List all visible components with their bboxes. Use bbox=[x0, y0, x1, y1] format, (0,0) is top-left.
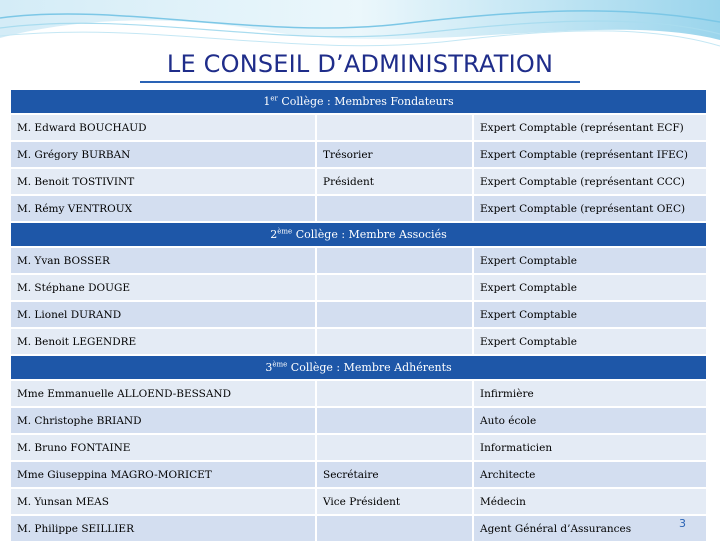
table-row bbox=[10, 407, 707, 434]
member-role-cell bbox=[316, 380, 473, 407]
member-profession-cell: Expert Comptable (représentant IFEC) bbox=[473, 141, 707, 168]
member-name-cell: M. Christophe BRIAND bbox=[10, 407, 316, 434]
member-profession-cell: Médecin bbox=[473, 488, 707, 515]
table-row bbox=[10, 114, 707, 141]
table-row bbox=[10, 274, 707, 301]
table-row bbox=[10, 434, 707, 461]
table-row bbox=[10, 168, 707, 195]
member-name-cell: M. Edward BOUCHAUD bbox=[10, 114, 316, 141]
member-profession-cell: Expert Comptable bbox=[473, 274, 707, 301]
section-header bbox=[10, 89, 707, 114]
table-row bbox=[10, 380, 707, 407]
member-role-cell bbox=[316, 515, 473, 542]
table-row bbox=[10, 488, 707, 515]
member-profession-cell: Expert Comptable (représentant OEC) bbox=[473, 195, 707, 222]
table-row bbox=[10, 328, 707, 355]
member-name-cell: M. Benoit LEGENDRE bbox=[10, 328, 316, 355]
table-row bbox=[10, 515, 707, 542]
section-number: 2 bbox=[270, 228, 278, 241]
member-name-cell: M. Yvan BOSSER bbox=[10, 247, 316, 274]
member-role-cell bbox=[316, 247, 473, 274]
section-title bbox=[10, 222, 707, 247]
board-table bbox=[9, 88, 708, 543]
member-role-cell: Secrétaire bbox=[316, 461, 473, 488]
page-number: 3 bbox=[679, 517, 686, 530]
section-ordinal-suffix: ème bbox=[277, 227, 293, 236]
member-role-cell bbox=[316, 114, 473, 141]
member-role-cell bbox=[316, 328, 473, 355]
section-label: Collège : Membres Fondateurs bbox=[277, 95, 454, 108]
member-name-cell: M. Philippe SEILLIER bbox=[10, 515, 316, 542]
member-profession-cell: Architecte bbox=[473, 461, 707, 488]
member-profession-cell: Expert Comptable bbox=[473, 328, 707, 355]
page-title: LE CONSEIL D’ADMINISTRATION bbox=[166, 50, 554, 78]
member-profession-cell: Expert Comptable (représentant CCC) bbox=[473, 168, 707, 195]
section-title bbox=[10, 89, 707, 114]
member-profession-cell: Expert Comptable bbox=[473, 247, 707, 274]
member-role-cell bbox=[316, 434, 473, 461]
section-label: Collège : Membre Adhérents bbox=[287, 361, 452, 374]
member-name-cell: M. Bruno FONTAINE bbox=[10, 434, 316, 461]
member-role-cell bbox=[316, 195, 473, 222]
member-name-cell: Mme Giuseppina MAGRO-MORICET bbox=[10, 461, 316, 488]
section-ordinal-suffix: ème bbox=[272, 360, 288, 369]
member-profession-cell: Expert Comptable (représentant ECF) bbox=[473, 114, 707, 141]
member-name-cell: M. Benoit TOSTIVINT bbox=[10, 168, 316, 195]
member-role-cell bbox=[316, 274, 473, 301]
table-row bbox=[10, 195, 707, 222]
member-name-cell: M. Yunsan MEAS bbox=[10, 488, 316, 515]
member-name-cell: M. Lionel DURAND bbox=[10, 301, 316, 328]
member-role-cell bbox=[316, 407, 473, 434]
table-row bbox=[10, 141, 707, 168]
section-number: 1 bbox=[263, 95, 271, 108]
member-profession-cell: Agent Général d’Assurances bbox=[473, 515, 707, 542]
section-ordinal-suffix: er bbox=[270, 94, 278, 103]
section-header bbox=[10, 355, 707, 380]
title-underline bbox=[140, 81, 580, 83]
member-role-cell: Vice Président bbox=[316, 488, 473, 515]
member-role-cell bbox=[316, 301, 473, 328]
table-row bbox=[10, 247, 707, 274]
section-label: Collège : Membre Associés bbox=[292, 228, 447, 241]
member-profession-cell: Expert Comptable bbox=[473, 301, 707, 328]
section-number: 3 bbox=[265, 361, 273, 374]
table-row bbox=[10, 461, 707, 488]
member-name-cell: M. Rémy VENTROUX bbox=[10, 195, 316, 222]
member-profession-cell: Infirmière bbox=[473, 380, 707, 407]
section-header bbox=[10, 222, 707, 247]
member-role-cell: Trésorier bbox=[316, 141, 473, 168]
member-name-cell: M. Grégory BURBAN bbox=[10, 141, 316, 168]
member-name-cell: Mme Emmanuelle ALLOEND-BESSAND bbox=[10, 380, 316, 407]
member-role-cell: Président bbox=[316, 168, 473, 195]
member-name-cell: M. Stéphane DOUGE bbox=[10, 274, 316, 301]
table-row bbox=[10, 301, 707, 328]
member-profession-cell: Auto école bbox=[473, 407, 707, 434]
member-profession-cell: Informaticien bbox=[473, 434, 707, 461]
section-title bbox=[10, 355, 707, 380]
